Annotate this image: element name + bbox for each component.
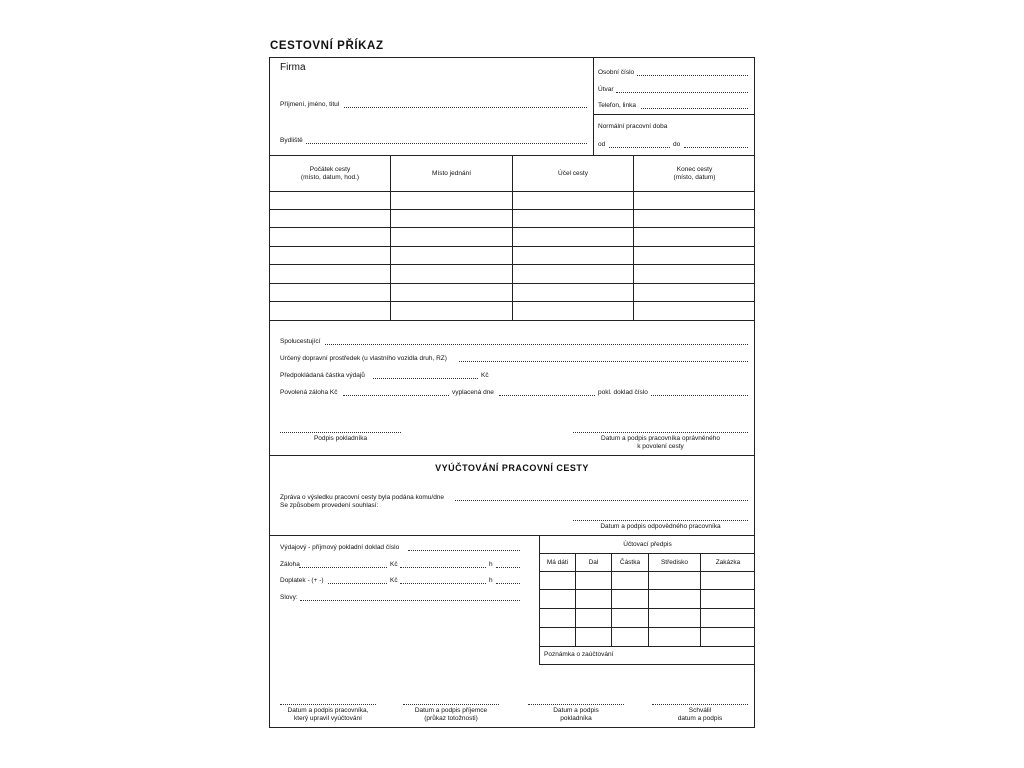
signature-label-3a: Datum a podpis [553, 707, 599, 714]
voucher-top-line [269, 535, 755, 536]
to-field[interactable] [684, 147, 748, 148]
surcharge-currency: Kč [390, 577, 398, 584]
accounting-note-label: Poznámka o zaúčtování [544, 651, 614, 658]
trip-col1-header: Počátek cesty [309, 166, 351, 173]
address-field[interactable] [306, 143, 587, 144]
signature-label-1b: který upravil vyúčtování [294, 715, 362, 722]
signature-label-1a: Datum a podpis pracovníka, [287, 707, 369, 714]
table-bottom-line [269, 320, 755, 321]
advance-field[interactable] [343, 395, 449, 396]
surcharge-h: h [489, 577, 493, 584]
phone-field[interactable] [641, 108, 748, 109]
trip-col-line [390, 155, 391, 320]
name-field[interactable] [344, 107, 587, 108]
accounting-title: Účtovací předpis [623, 541, 672, 548]
acc-col-amount: Částka [619, 559, 641, 566]
advance2-currency: Kč [390, 561, 398, 568]
signature-label-3b: pokladníka [560, 715, 592, 722]
authorized-signature-label-1: Datum a podpis pracovníka oprávněného [601, 435, 720, 442]
report-field[interactable] [455, 500, 748, 501]
firma-label: Firma [280, 62, 306, 73]
personal-no-label: Osobní číslo [598, 69, 635, 76]
advance2-extra-field[interactable] [400, 567, 486, 568]
responsible-signature-label: Datum a podpis odpovědného pracovníka [600, 523, 721, 530]
acc-col-debit: Má dáti [546, 559, 569, 566]
table-row [539, 589, 755, 590]
header-divider [593, 57, 594, 155]
department-field[interactable] [616, 92, 748, 93]
cashier-signature-label: Podpis pokladníka [313, 435, 368, 442]
table-row [269, 246, 755, 247]
signature-label-4b: datum a podpis [677, 715, 723, 722]
department-label: Útvar [598, 86, 614, 93]
cash-doc-label: pokl. doklad číslo [598, 389, 648, 396]
table-row [269, 191, 755, 192]
trip-col2-header: Místo jednání [431, 170, 472, 177]
authorized-signature-field[interactable] [573, 432, 748, 433]
responsible-signature-field[interactable] [573, 520, 748, 521]
cashier-signature-field[interactable] [280, 432, 401, 433]
from-label: od [598, 141, 606, 148]
expected-cost-field[interactable] [373, 378, 478, 379]
acc-col-credit: Dal [588, 559, 599, 566]
table-row [539, 646, 755, 647]
signature-line-4[interactable] [652, 704, 748, 705]
advance-label: Povolená záloha Kč [280, 389, 338, 396]
expected-cost-currency: Kč [481, 372, 489, 379]
trip-col4-sub: (místo, datum) [673, 174, 716, 181]
advance2-h-field[interactable] [496, 567, 520, 568]
transport-label: Určený dopravní prostředek (u vlastního vozidla druh, RZ) [280, 355, 447, 362]
words-label: Slovy: [280, 594, 298, 601]
accounting-divider [539, 535, 540, 664]
header-right-divider [593, 114, 755, 115]
personal-no-field[interactable] [637, 75, 748, 76]
advance2-label: Záloha [280, 561, 300, 568]
table-row [269, 283, 755, 284]
to-label: do [673, 141, 681, 148]
signature-label-4a: Schválil [688, 707, 712, 714]
signature-line-1[interactable] [280, 704, 376, 705]
from-field[interactable] [609, 147, 670, 148]
trip-col3-header: Účel cesty [558, 170, 588, 177]
address-label: Bydliště [280, 137, 303, 144]
trip-col4-header: Konec cesty [676, 166, 713, 173]
cash-doc-field[interactable] [651, 395, 748, 396]
voucher-label: Výdajový - příjmový pokladní doklad číslo [280, 544, 400, 551]
table-row [269, 227, 755, 228]
table-row [269, 301, 755, 302]
agree-label: Se způsobem provedení souhlasí: [280, 502, 379, 509]
acc-col-order: Zakázka [715, 559, 741, 566]
trip-col1-sub: (místo, datum, hod.) [300, 174, 360, 181]
expected-cost-label: Předpokládaná částka výdajů [280, 372, 365, 379]
table-row [269, 209, 755, 210]
report-label: Zpráva o výsledku pracovní cesty byla podána komu/dne [280, 494, 445, 501]
advance2-h: h [489, 561, 493, 568]
surcharge-h-field[interactable] [496, 583, 520, 584]
table-row [269, 264, 755, 265]
advance2-field[interactable] [299, 567, 387, 568]
paid-on-label: vyplacená dne [452, 389, 494, 396]
signature-label-2b: (průkaz totožnosti) [424, 715, 478, 722]
settlement-title: VYÚČTOVÁNÍ PRACOVNÍ CESTY [435, 463, 589, 473]
form-title: CESTOVNÍ PŘÍKAZ [270, 40, 384, 52]
signature-label-2a: Datum a podpis příjemce [414, 707, 488, 714]
voucher-field[interactable] [408, 550, 520, 551]
accounting-header-top [539, 553, 755, 554]
table-row [539, 627, 755, 628]
working-hours-label: Normální pracovní doba [598, 123, 668, 130]
table-row [539, 608, 755, 609]
settlement-top-line [269, 455, 755, 456]
transport-field[interactable] [459, 361, 748, 362]
table-row [539, 571, 755, 572]
acc-col-center: Středisko [660, 559, 689, 566]
phone-label: Telefon, linka [598, 102, 636, 109]
signature-line-3[interactable] [528, 704, 624, 705]
trip-col-line [512, 155, 513, 320]
paid-on-field[interactable] [499, 395, 595, 396]
fellow-label: Spolucestující [280, 338, 321, 345]
words-field[interactable] [300, 600, 520, 601]
accounting-bottom-line [539, 664, 755, 665]
authorized-signature-label-2: k povolení cesty [637, 443, 684, 450]
name-label: Příjmení, jméno, titul [280, 101, 340, 108]
surcharge-extra-field[interactable] [400, 583, 486, 584]
signature-line-2[interactable] [403, 704, 499, 705]
surcharge-field[interactable] [328, 583, 387, 584]
surcharge-label: Doplatek - (+ -) [280, 577, 324, 584]
fellow-field[interactable] [325, 344, 748, 345]
